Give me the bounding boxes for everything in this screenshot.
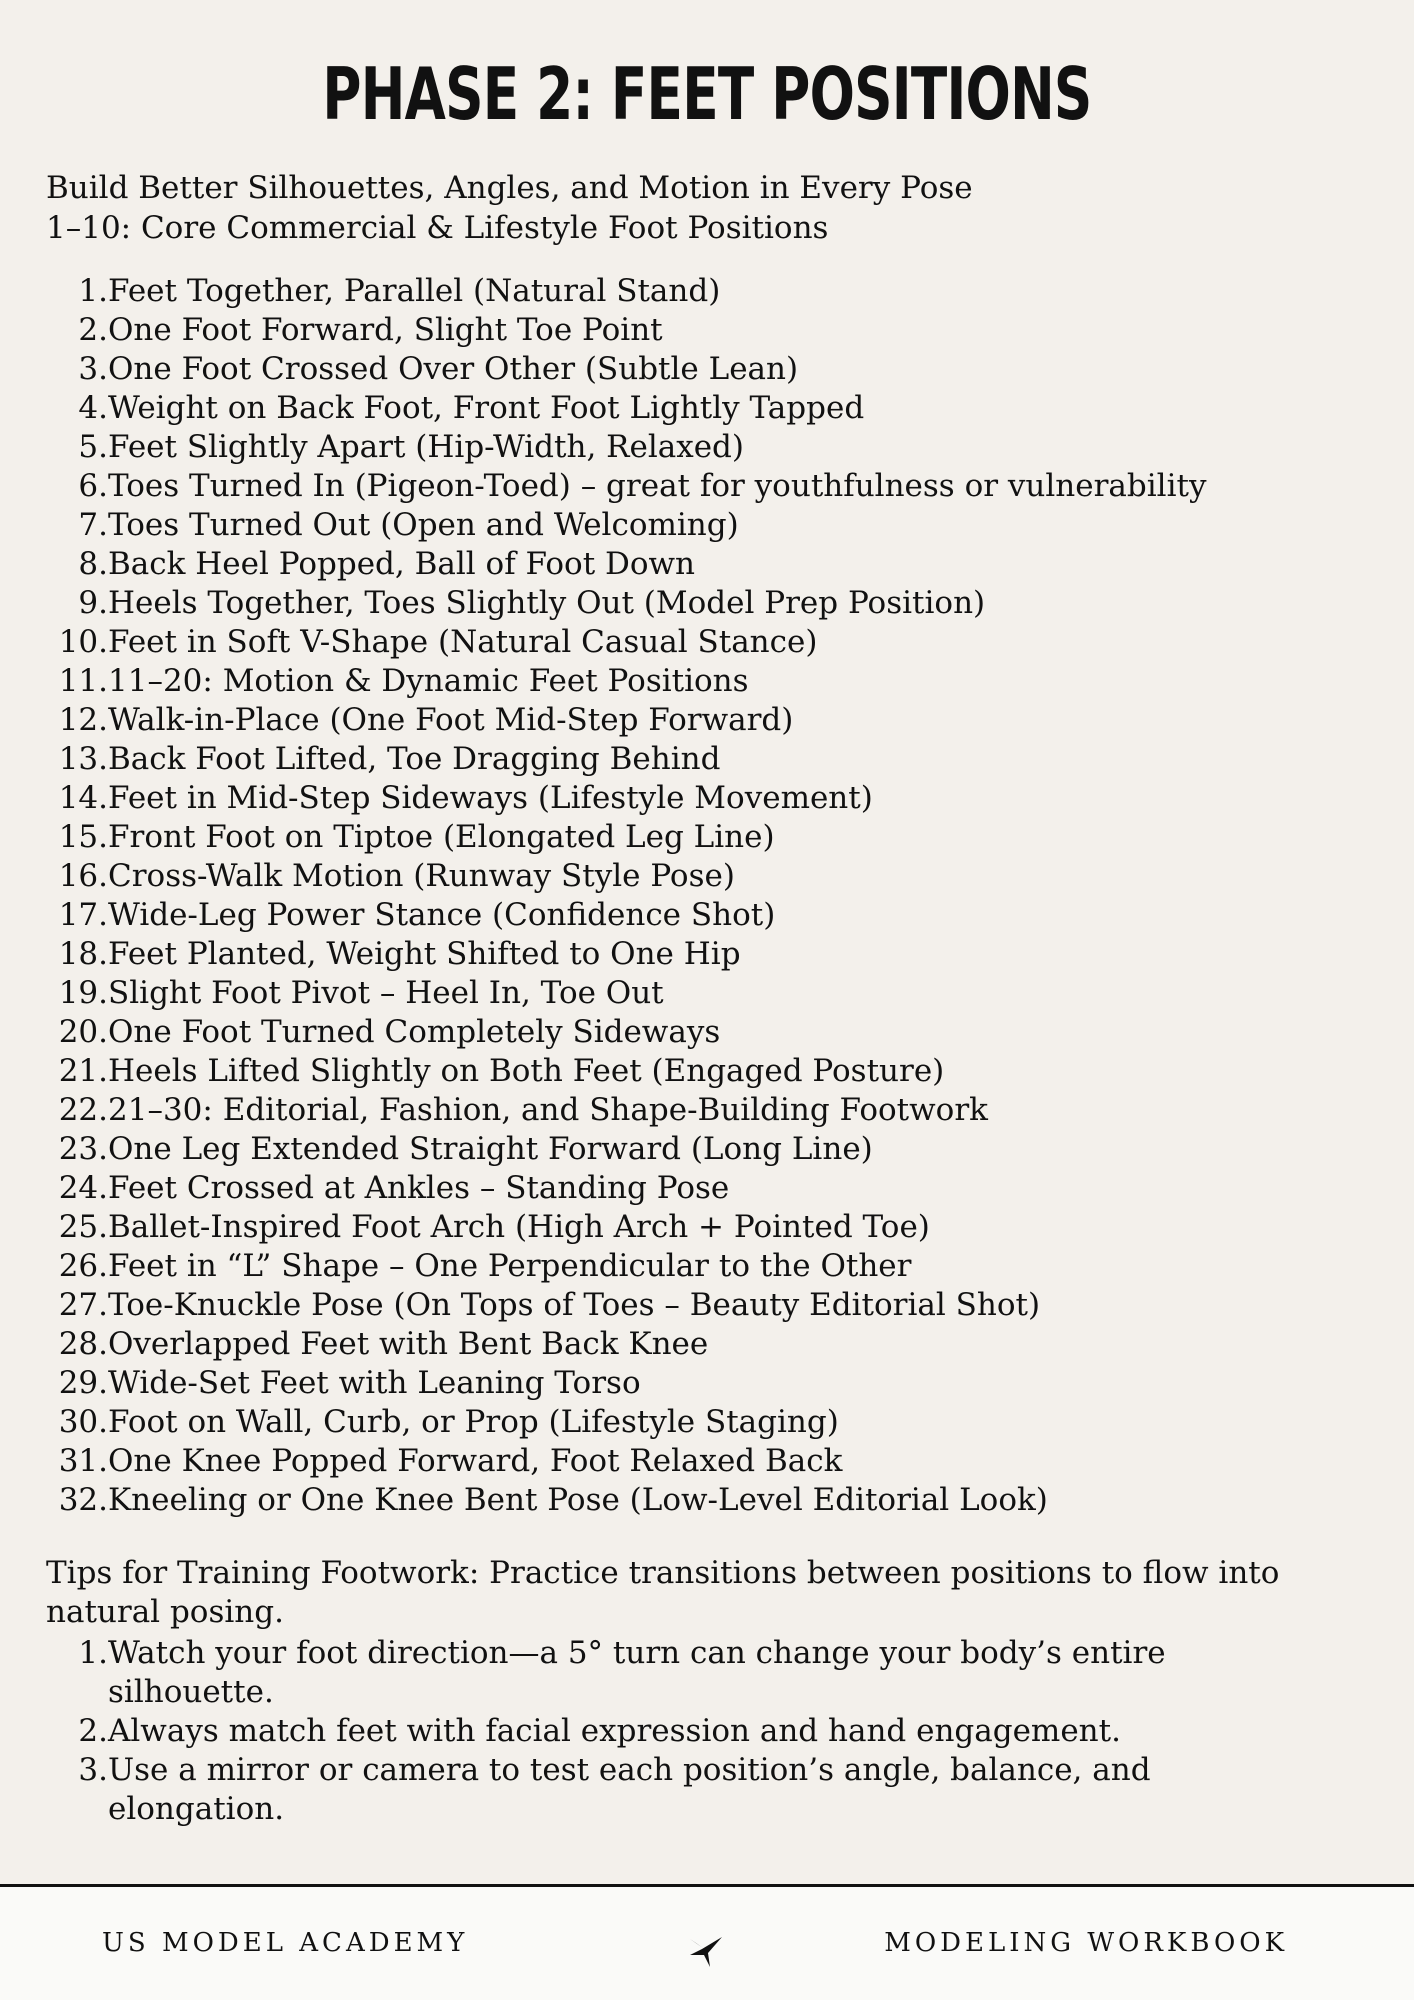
position-item-text: Toe-Knuckle Pose (On Tops of Toes – Beauty Editorial Shot) (108, 1287, 1041, 1323)
position-item (46, 545, 1376, 584)
position-item-text: Feet in Soft V-Shape (Natural Casual Stance) (108, 624, 818, 660)
position-item (46, 740, 1376, 779)
position-item-number: 3. (78, 351, 108, 387)
position-item (46, 428, 1376, 467)
position-item-text: One Foot Turned Completely Sideways (108, 1014, 721, 1050)
position-item-text: Feet Crossed at Ankles – Standing Pose (108, 1170, 730, 1206)
position-item-number: 10. (58, 624, 108, 660)
four-point-star-icon (686, 1931, 726, 1971)
position-item (46, 311, 1376, 350)
position-item-number: 32. (58, 1482, 108, 1518)
position-item (46, 1130, 1376, 1169)
position-item (46, 701, 1376, 740)
position-item-number: 7. (78, 507, 108, 543)
position-item-text: Toes Turned Out (Open and Welcoming) (108, 507, 739, 543)
page-subtitle: Build Better Silhouettes, Angles, and Motion in Every Pose (46, 170, 973, 206)
position-item-text: Feet in “L” Shape – One Perpendicular to the Other (108, 1248, 912, 1284)
position-item-number: 20. (58, 1014, 108, 1050)
tip-item-text: Always match feet with facial expression and hand engagement. (108, 1713, 1121, 1749)
position-item (46, 896, 1376, 935)
position-item-text: 21–30: Editorial, Fashion, and Shape-Building Footwork (108, 1092, 988, 1128)
position-item-number: 13. (58, 741, 108, 777)
position-item (46, 1403, 1376, 1442)
position-item-number: 12. (58, 702, 108, 738)
position-item (46, 1364, 1376, 1403)
position-item-text: Feet Together, Parallel (Natural Stand) (108, 273, 721, 309)
position-item-number: 14. (58, 780, 108, 816)
position-item-number: 15. (58, 819, 108, 855)
position-item-text: One Knee Popped Forward, Foot Relaxed Back (108, 1443, 843, 1479)
position-item-number: 28. (58, 1326, 108, 1362)
position-item-text: One Foot Crossed Over Other (Subtle Lean) (108, 351, 799, 387)
position-item-number: 8. (78, 546, 108, 582)
position-item-number: 29. (58, 1365, 108, 1401)
tip-item (46, 1712, 1376, 1751)
position-item-text: One Foot Forward, Slight Toe Point (108, 312, 663, 348)
position-item (46, 1013, 1376, 1052)
position-item-number: 31. (58, 1443, 108, 1479)
position-item-text: Feet Slightly Apart (Hip-Width, Relaxed) (108, 429, 744, 465)
page-footer (0, 1887, 1414, 2000)
position-item (46, 506, 1376, 545)
tips-list (46, 1634, 1376, 1829)
position-item (46, 1442, 1376, 1481)
position-item-text: Heels Together, Toes Slightly Out (Model Prep Position) (108, 585, 986, 621)
page-title: PHASE 2: FEET POSITIONS (322, 52, 1092, 136)
position-item (46, 857, 1376, 896)
position-item-text: Wide-Leg Power Stance (Confidence Shot) (108, 897, 776, 933)
position-item (46, 1325, 1376, 1364)
tip-item (46, 1751, 1376, 1829)
tips-section (46, 1554, 1376, 1829)
position-item-text: Back Foot Lifted, Toe Dragging Behind (108, 741, 721, 777)
position-item (46, 1052, 1376, 1091)
position-item-number: 18. (58, 936, 108, 972)
position-item-number: 26. (58, 1248, 108, 1284)
position-item-number: 16. (58, 858, 108, 894)
tip-item-number: 3. (78, 1752, 108, 1788)
main-content (46, 168, 1376, 1829)
tips-intro: Tips for Training Footwork: Practice transitions between positions to flow into natural posing. (46, 1555, 1280, 1630)
position-item (46, 662, 1376, 701)
position-item-text: Wide-Set Feet with Leaning Torso (108, 1365, 641, 1401)
position-item (46, 818, 1376, 857)
position-item (46, 1091, 1376, 1130)
position-item (46, 1286, 1376, 1325)
position-item-number: 11. (58, 663, 108, 699)
tip-item-number: 1. (78, 1635, 108, 1671)
position-item-text: 11–20: Motion & Dynamic Feet Positions (108, 663, 749, 699)
position-item (46, 623, 1376, 662)
position-item-text: Toes Turned In (Pigeon-Toed) – great for youthfulness or vulnerability (108, 468, 1207, 504)
position-item-number: 5. (78, 429, 108, 465)
position-item-text: Feet Planted, Weight Shifted to One Hip (108, 936, 741, 972)
position-item (46, 272, 1376, 311)
position-item-text: Weight on Back Foot, Front Foot Lightly Tapped (108, 390, 865, 426)
position-item-number: 9. (78, 585, 108, 621)
position-item-number: 21. (58, 1053, 108, 1089)
position-item-number: 6. (78, 468, 108, 504)
position-item-text: Cross-Walk Motion (Runway Style Pose) (108, 858, 735, 894)
position-item-number: 19. (58, 975, 108, 1011)
footer-brand: US MODEL ACADEMY (102, 1928, 469, 1958)
position-item-number: 2. (78, 312, 108, 348)
position-item (46, 467, 1376, 506)
position-item-text: Back Heel Popped, Ball of Foot Down (108, 546, 696, 582)
tip-item (46, 1634, 1376, 1712)
position-item-number: 27. (58, 1287, 108, 1323)
position-item (46, 779, 1376, 818)
tip-item-text: Watch your foot direction—a 5° turn can change your body’s entire silhouette. (108, 1635, 1166, 1710)
section-heading: 1–10: Core Commercial & Lifestyle Foot Positions (46, 210, 829, 246)
tip-item-number: 2. (78, 1713, 108, 1749)
position-item-text: Feet in Mid-Step Sideways (Lifestyle Movement) (108, 780, 873, 816)
footer-workbook-label: MODELING WORKBOOK (884, 1928, 1288, 1958)
position-item-text: Overlapped Feet with Bent Back Knee (108, 1326, 709, 1362)
position-item-text: Heels Lifted Slightly on Both Feet (Engaged Posture) (108, 1053, 945, 1089)
position-item (46, 974, 1376, 1013)
position-item-text: Ballet-Inspired Foot Arch (High Arch + Pointed Toe) (108, 1209, 930, 1245)
position-item (46, 1169, 1376, 1208)
position-item (46, 1208, 1376, 1247)
position-item-number: 23. (58, 1131, 108, 1167)
position-item-text: Walk-in-Place (One Foot Mid-Step Forward) (108, 702, 794, 738)
tip-item-text: Use a mirror or camera to test each position’s angle, balance, and elongation. (108, 1752, 1151, 1827)
position-item-number: 30. (58, 1404, 108, 1440)
position-item-text: Slight Foot Pivot – Heel In, Toe Out (108, 975, 664, 1011)
position-item (46, 935, 1376, 974)
position-item-text: Foot on Wall, Curb, or Prop (Lifestyle Staging) (108, 1404, 839, 1440)
position-item-text: One Leg Extended Straight Forward (Long Line) (108, 1131, 873, 1167)
position-item-number: 22. (58, 1092, 108, 1128)
position-item (46, 1247, 1376, 1286)
position-item-number: 1. (78, 273, 108, 309)
position-item (46, 584, 1376, 623)
position-item-text: Front Foot on Tiptoe (Elongated Leg Line) (108, 819, 775, 855)
position-item-number: 25. (58, 1209, 108, 1245)
position-item (46, 389, 1376, 428)
feet-positions-list (46, 272, 1376, 1520)
position-item-number: 17. (58, 897, 108, 933)
position-item-number: 24. (58, 1170, 108, 1206)
position-item-number: 4. (78, 390, 108, 426)
position-item (46, 1481, 1376, 1520)
position-item-text: Kneeling or One Knee Bent Pose (Low-Level Editorial Look) (108, 1482, 1048, 1518)
position-item (46, 350, 1376, 389)
